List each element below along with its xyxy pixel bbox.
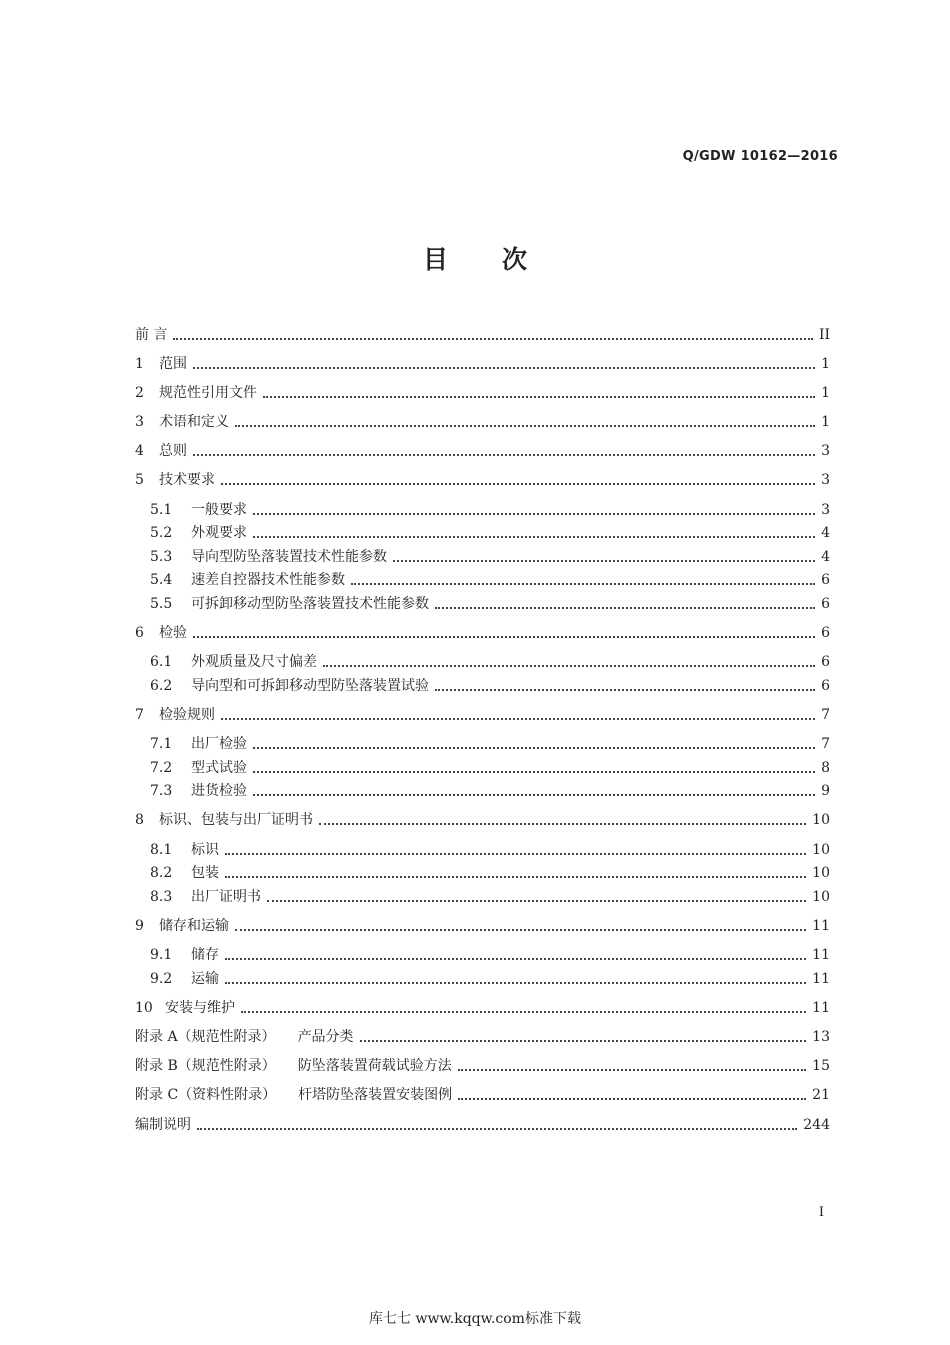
toc-entry-number: 8.3	[150, 889, 173, 905]
toc-entry-number: 9	[135, 918, 144, 934]
dot-leader	[253, 794, 815, 796]
toc-entry-page: 10	[812, 865, 830, 881]
dot-leader	[221, 483, 815, 485]
dot-leader	[351, 583, 815, 585]
toc-entry[interactable]	[150, 758, 830, 778]
dot-leader	[360, 1040, 807, 1042]
page-number: I	[818, 1205, 824, 1220]
toc-entry-page: 11	[812, 1000, 830, 1016]
dot-leader	[225, 876, 806, 878]
toc-entry[interactable]	[135, 470, 830, 490]
toc-entry-page: 9	[821, 783, 830, 799]
toc-entry[interactable]	[150, 652, 830, 672]
toc-entry-page: 244	[803, 1117, 830, 1133]
toc-entry-label: 检验规则	[159, 707, 215, 723]
toc-entry-number: 5.4	[150, 572, 173, 588]
toc-entry-label: 总则	[159, 443, 187, 459]
dot-leader	[221, 718, 815, 720]
toc-entry-label: 产品分类	[297, 1029, 354, 1045]
toc-entry-page: 6	[821, 572, 830, 588]
toc-entry-number: 8	[135, 812, 144, 828]
toc-entry-number: 6	[135, 625, 144, 641]
toc-entry[interactable]	[150, 969, 830, 989]
toc-entry-label: 规范性引用文件	[159, 385, 257, 401]
toc-entry-number: 7.2	[150, 760, 173, 776]
dot-leader	[319, 823, 806, 825]
toc-entry-label: 检验	[159, 625, 187, 641]
toc-entry-number: 6.2	[150, 678, 173, 694]
toc-entry[interactable]	[135, 1056, 830, 1076]
dot-leader	[323, 665, 815, 667]
dot-leader	[253, 513, 815, 515]
dot-leader	[435, 607, 815, 609]
dot-leader	[193, 454, 815, 456]
toc-entry[interactable]	[135, 623, 830, 643]
toc-entry-number: 6.1	[150, 654, 173, 670]
toc-entry-label: 速差自控器技术性能参数	[191, 572, 345, 588]
dot-leader	[253, 536, 815, 538]
toc-entry-label: 可拆卸移动型防坠落装置技术性能参数	[191, 596, 429, 612]
toc-entry-label: 出厂检验	[191, 736, 247, 752]
toc-entry-page: 10	[812, 842, 830, 858]
toc-entry-page: 6	[821, 678, 830, 694]
toc-entry-page: 13	[812, 1029, 830, 1045]
toc-entry[interactable]	[135, 412, 830, 432]
toc-entry-number: 8.1	[150, 842, 173, 858]
dot-leader	[225, 958, 806, 960]
toc-entry-label: 外观要求	[191, 525, 247, 541]
toc-entry-page: 4	[821, 549, 830, 565]
toc-entry-label: 杆塔防坠落装置安装图例	[298, 1087, 453, 1103]
toc-entry-label: 安装与维护	[165, 1000, 235, 1016]
toc-entry-label: 标识、包装与出厂证明书	[159, 812, 313, 828]
toc-entry[interactable]	[150, 570, 830, 590]
toc-entry-label: 导向型防坠落装置技术性能参数	[191, 549, 387, 565]
dot-leader	[225, 853, 806, 855]
toc-entry[interactable]	[150, 887, 830, 907]
toc-entry-page: II	[818, 327, 830, 343]
toc-entry-label: 术语和定义	[159, 414, 229, 430]
toc-entry-page: 3	[821, 502, 830, 518]
toc-entry-number: 4	[135, 443, 144, 459]
toc-entry[interactable]	[135, 383, 830, 403]
toc-entry-number: 3	[135, 414, 144, 430]
toc-entry-page: 15	[812, 1058, 830, 1074]
toc-entry-label: 运输	[191, 971, 219, 987]
toc-entry-label: 导向型和可拆卸移动型防坠落装置试验	[191, 678, 429, 694]
toc-entry[interactable]	[150, 676, 830, 696]
dot-leader	[225, 982, 806, 984]
toc-entry-number: 8.2	[150, 865, 173, 881]
dot-leader	[197, 1128, 797, 1130]
toc-entry-page: 21	[812, 1087, 830, 1103]
toc-entry[interactable]	[150, 734, 830, 754]
toc-entry-page: 3	[821, 472, 830, 488]
toc-entry[interactable]	[135, 810, 830, 830]
toc-entry-page: 11	[812, 947, 830, 963]
toc-entry-number: 前 言	[135, 327, 168, 343]
toc-entry[interactable]	[150, 781, 830, 801]
toc-entry-label: 一般要求	[191, 502, 247, 518]
dot-leader	[458, 1069, 806, 1071]
toc-entry-page: 6	[821, 596, 830, 612]
toc-entry-label: 标识	[191, 842, 219, 858]
toc-entry-number: 编制说明	[135, 1117, 191, 1133]
toc-entry-number: 附录 B（规范性附录）	[135, 1058, 276, 1074]
toc-entry[interactable]	[135, 998, 830, 1018]
dot-leader	[235, 425, 815, 427]
toc-entry[interactable]	[135, 441, 830, 461]
toc-entry-number: 1	[135, 356, 144, 372]
dot-leader	[173, 338, 812, 340]
toc-entry-number: 7.1	[150, 736, 173, 752]
toc-entry[interactable]	[135, 354, 830, 374]
toc-entry[interactable]	[150, 840, 830, 860]
toc-entry-label: 出厂证明书	[191, 889, 261, 905]
toc-entry-label: 外观质量及尺寸偏差	[191, 654, 317, 670]
toc-entry-number: 附录 A（规范性附录）	[135, 1029, 276, 1045]
toc-entry-number: 5	[135, 472, 144, 488]
dot-leader	[253, 771, 815, 773]
toc-entry-label: 型式试验	[191, 760, 247, 776]
toc-entry-page: 7	[821, 736, 830, 752]
page-title: 目次	[422, 245, 581, 274]
toc-entry-label: 技术要求	[159, 472, 215, 488]
toc-entry-label: 范围	[159, 356, 187, 372]
toc-entry-label: 防坠落装置荷载试验方法	[297, 1058, 452, 1074]
toc-entry-page: 10	[812, 889, 830, 905]
dot-leader	[263, 396, 815, 398]
toc-entry-page: 3	[821, 443, 830, 459]
toc-entry[interactable]	[135, 705, 830, 725]
toc-entry-number: 9.2	[150, 971, 173, 987]
toc-entry[interactable]	[135, 325, 830, 345]
dot-leader	[435, 689, 815, 691]
toc-entry-page: 10	[812, 812, 830, 828]
toc-entry[interactable]	[150, 863, 830, 883]
toc-entry-number: 9.1	[150, 947, 173, 963]
toc-entry[interactable]	[135, 916, 830, 936]
toc-entry-page: 6	[821, 625, 830, 641]
dot-leader	[267, 900, 806, 902]
toc-entry-number: 7	[135, 707, 144, 723]
toc-entry-number: 5.2	[150, 525, 173, 541]
toc-entry-label: 储存	[191, 947, 219, 963]
dot-leader	[458, 1098, 806, 1100]
toc-entry-page: 4	[821, 525, 830, 541]
toc-entry[interactable]	[150, 500, 830, 520]
dot-leader	[193, 367, 815, 369]
toc-entry[interactable]	[150, 547, 830, 567]
toc-entry-number: 附录 C（资料性附录）	[135, 1087, 277, 1103]
toc-entry-page: 1	[821, 414, 830, 430]
toc-entry-page: 11	[812, 971, 830, 987]
toc-entry[interactable]	[135, 1115, 830, 1135]
toc-entry-page: 1	[821, 385, 830, 401]
toc-entry-label: 进货检验	[191, 783, 247, 799]
dot-leader	[241, 1011, 806, 1013]
dot-leader	[393, 560, 815, 562]
dot-leader	[193, 636, 815, 638]
toc-entry-label: 包装	[191, 865, 219, 881]
toc-entry-page: 7	[821, 707, 830, 723]
toc-entry[interactable]	[150, 523, 830, 543]
footer-watermark: 库七七 www.kqqw.com标准下载	[369, 1311, 581, 1327]
dot-leader	[253, 747, 815, 749]
toc-entry-number: 5.1	[150, 502, 173, 518]
toc-entry-number: 5.5	[150, 596, 173, 612]
toc-entry[interactable]	[150, 945, 830, 965]
toc-entry[interactable]	[135, 1027, 830, 1047]
toc-entry-number: 7.3	[150, 783, 173, 799]
toc-entry-page: 8	[821, 760, 830, 776]
toc-entry-page: 6	[821, 654, 830, 670]
toc-entry[interactable]	[150, 594, 830, 614]
toc-entry-number: 2	[135, 385, 144, 401]
toc-entry[interactable]	[135, 1085, 830, 1105]
dot-leader	[235, 929, 806, 931]
toc-entry-number: 5.3	[150, 549, 173, 565]
toc-entry-number: 10	[135, 1000, 153, 1016]
toc-entry-page: 11	[812, 918, 830, 934]
toc-entry-label: 储存和运输	[159, 918, 229, 934]
standard-code: Q/GDW 10162—2016	[682, 149, 838, 164]
toc-entry-page: 1	[821, 356, 830, 372]
